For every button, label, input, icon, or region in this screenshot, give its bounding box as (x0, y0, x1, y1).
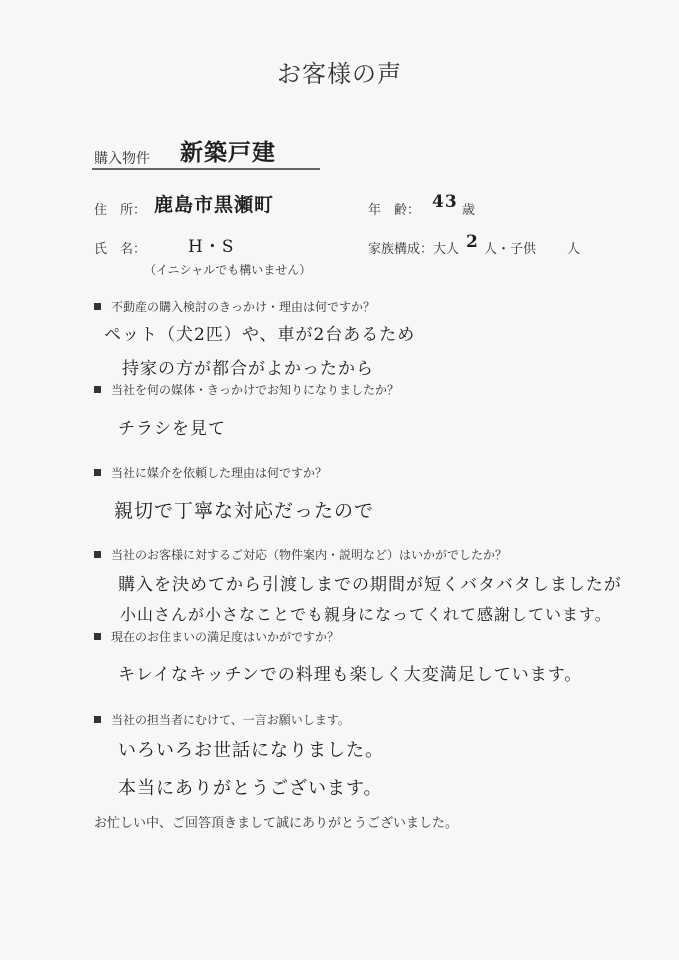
name-note: （イニシャルでも構いません） (144, 263, 312, 277)
address-value: 鹿島市黒瀬町 (154, 194, 275, 216)
answer-3-line-1: 親切で丁寧な対応だったので (114, 500, 375, 522)
question-1: 不動産の購入検討のきっかけ・理由は何ですか？ (94, 298, 375, 315)
property-label: 購入物件 (94, 151, 150, 167)
question-6: 当社の担当者にむけて、一言お願いします。 (94, 711, 350, 728)
question-3: 当社に媒介を依頼した理由は何ですか？ (94, 464, 327, 481)
address-label: 住 所： (94, 203, 147, 218)
age-unit: 歳 (462, 203, 476, 218)
property-underline (92, 168, 320, 170)
answer-1-line-2: 持家の方が都合がよかったから (122, 359, 374, 379)
page-title: お客様の声 (277, 60, 402, 88)
bullet-square-icon (94, 716, 101, 723)
name-value: H・S (188, 237, 235, 257)
family-unit: 人 (567, 242, 581, 257)
age-label: 年 齢： (368, 203, 421, 218)
bullet-square-icon (94, 303, 101, 310)
answer-2-line-1: チラシを見て (118, 419, 226, 439)
bullet-square-icon (94, 633, 101, 640)
property-value: 新築戸建 (180, 139, 276, 166)
bullet-square-icon (94, 551, 101, 558)
question-4: 当社のお客様に対するご対応（物件案内・説明など）はいかがでしたか？ (94, 546, 507, 563)
answer-6-line-2: 本当にありがとうございます。 (118, 778, 383, 799)
age-value: 43 (432, 192, 458, 212)
answer-4-line-1: 購入を決めてから引渡しまでの期間が短くバタバタしましたが (118, 575, 622, 595)
name-label: 氏 名： (94, 242, 147, 257)
answer-1-line-1: ペット（犬2匹）や、車が2台あるため (104, 325, 416, 345)
answer-4-line-2: 小山さんが小さなことでも親身になってくれて感謝しています。 (120, 605, 612, 624)
answer-6-line-1: いろいろお世話になりました。 (118, 740, 384, 761)
family-mid: 人・子供 (484, 242, 537, 257)
family-adults: 2 (466, 232, 479, 252)
answer-5-line-1: キレイなキッチンでの料理も楽しく大変満足しています。 (118, 665, 583, 685)
question-5: 現在のお住まいの満足度はいかがですか？ (94, 628, 339, 645)
family-label: 家族構成：大人 (368, 242, 460, 257)
bullet-square-icon (94, 386, 101, 393)
closing-message: お忙しい中、ご回答頂きまして誠にありがとうございました。 (94, 816, 459, 831)
question-2: 当社を何の媒体・きっかけでお知りになりましたか？ (94, 381, 399, 398)
bullet-square-icon (94, 469, 101, 476)
